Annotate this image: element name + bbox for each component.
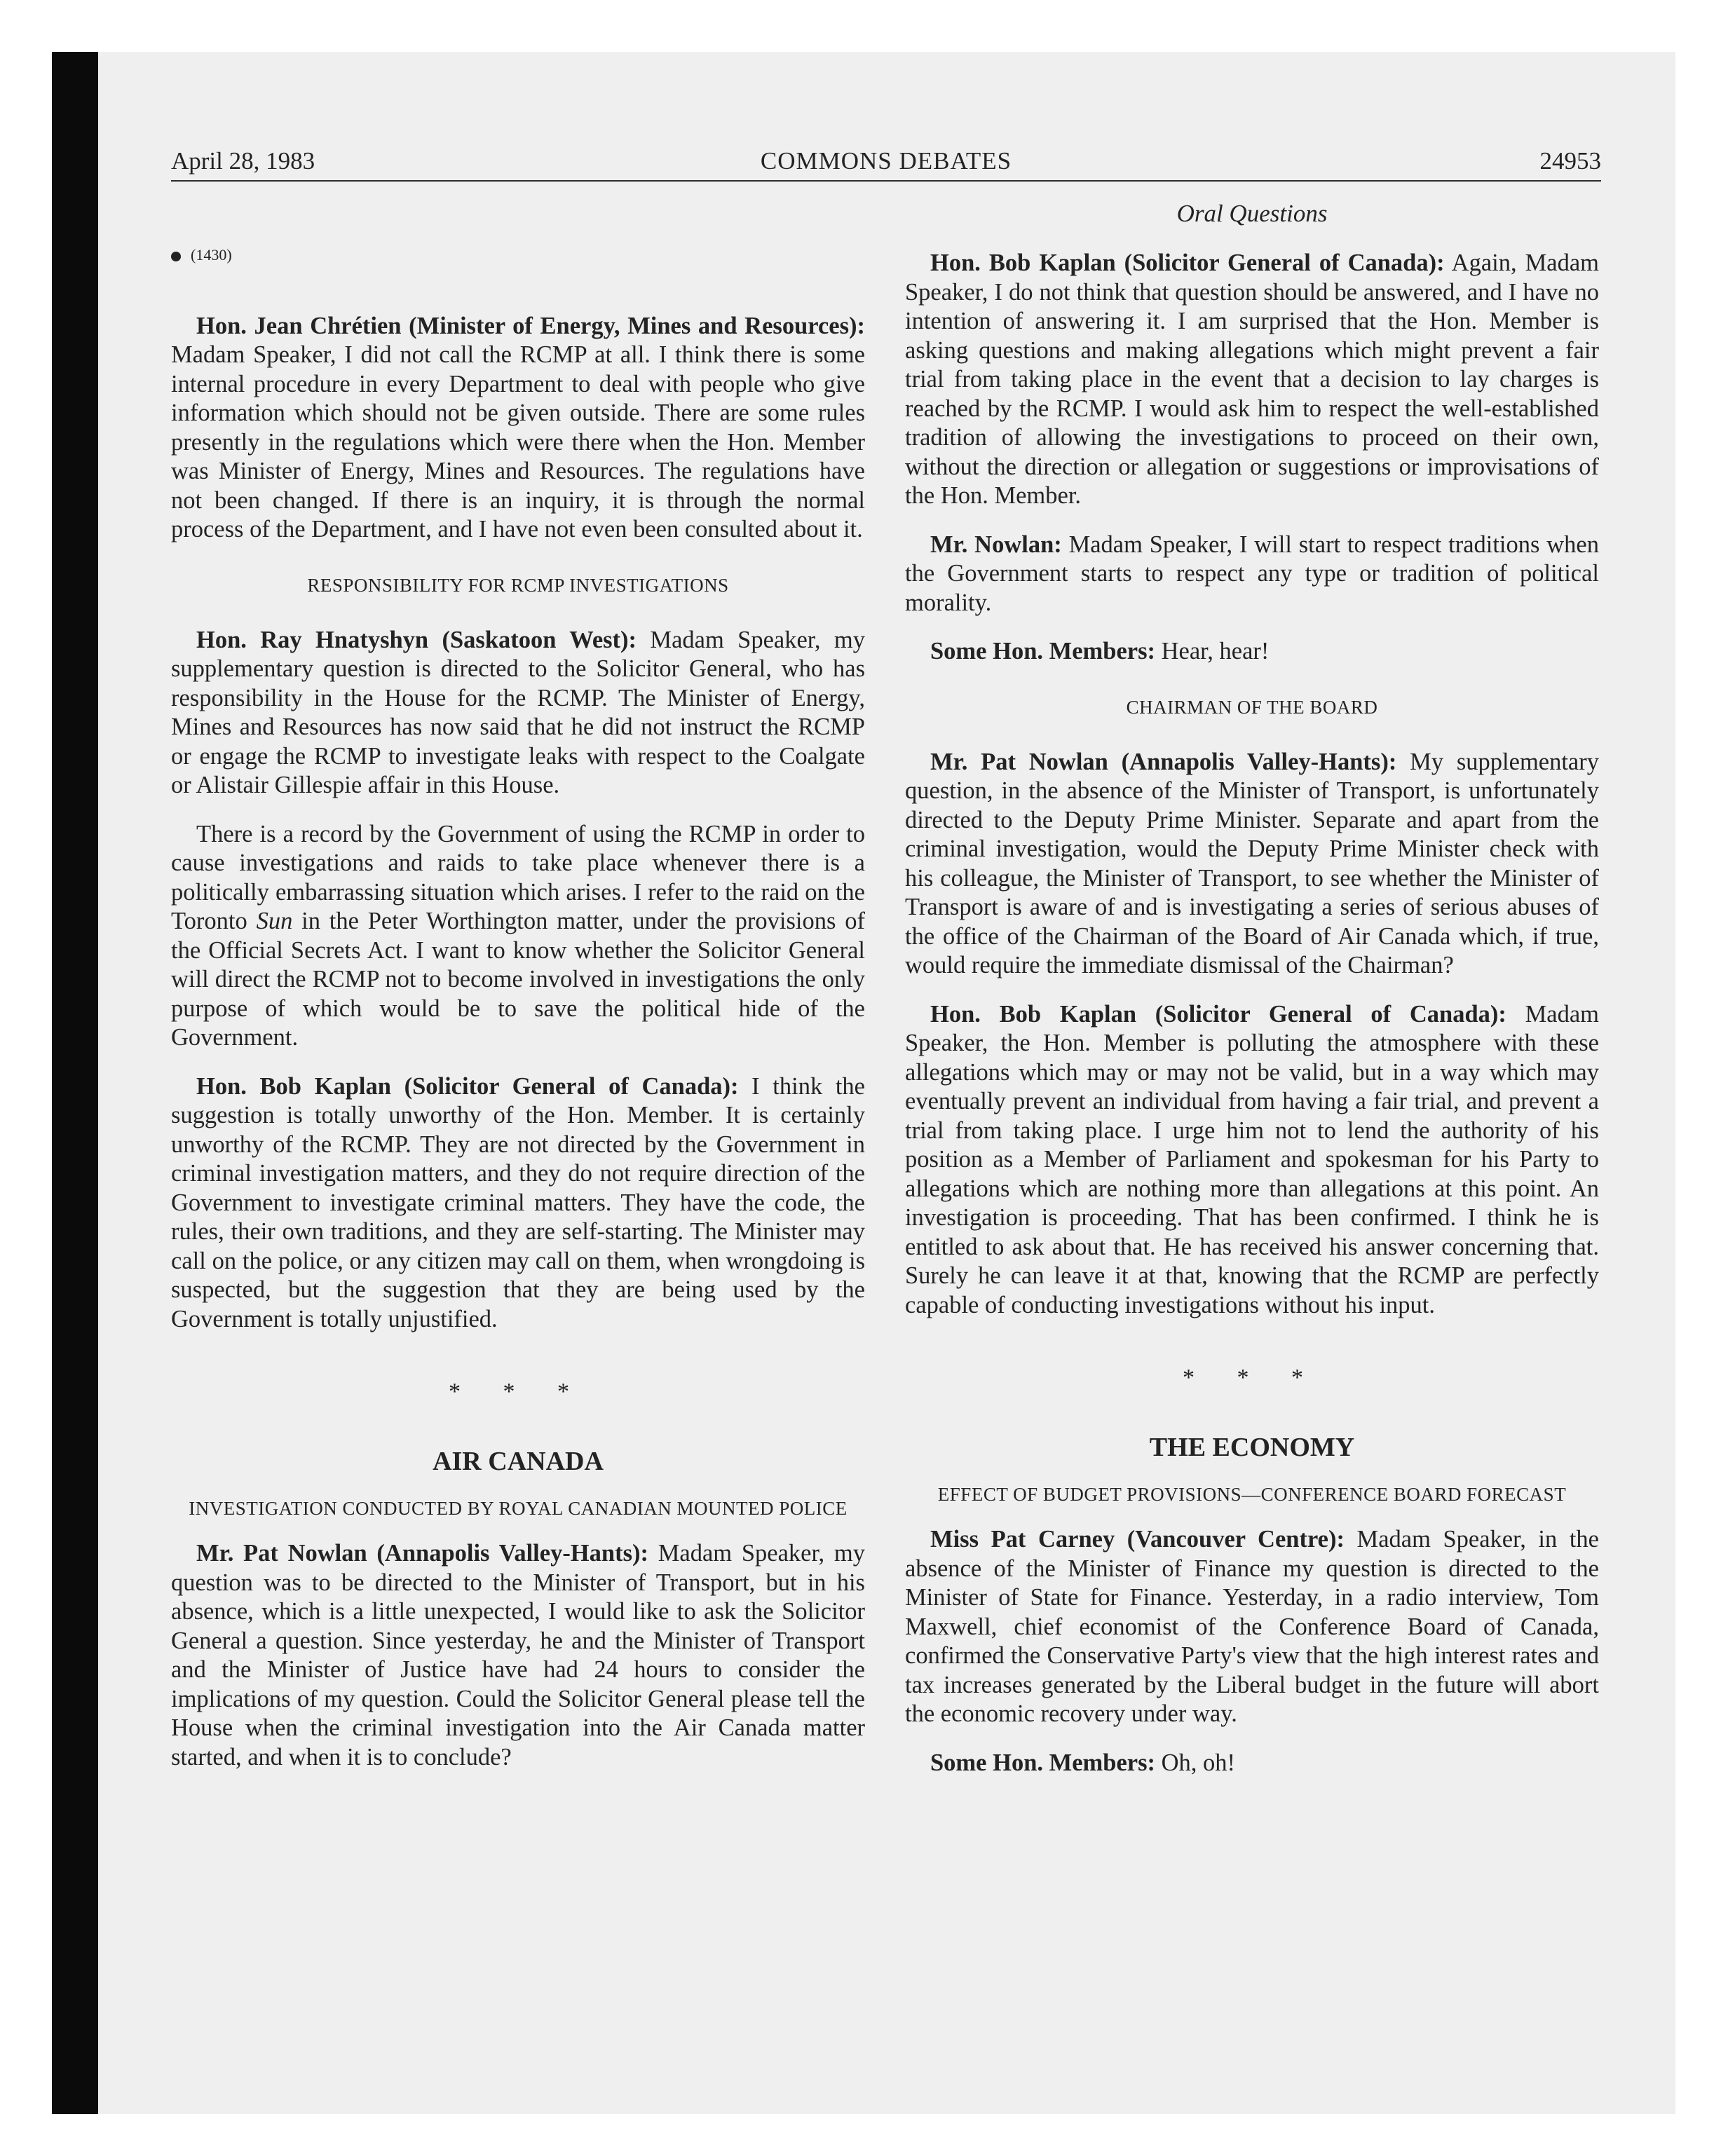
time-marker-text: (1430) [191,246,232,264]
section-subheading: INVESTIGATION CONDUCTED BY ROYAL CANADIAN MOUNTED POLICE [189,1498,848,1519]
section-subheading: RESPONSIBILITY FOR RCMP INVESTIGATIONS [307,574,729,596]
paragraph [905,249,1599,511]
speaker-name: Mr. Pat Nowlan (Annapolis Valley-Hants): [196,1540,648,1567]
paragraph [905,748,1599,981]
paragraph [171,820,865,1053]
header-journal-title: COMMONS DEBATES [760,147,1012,175]
section-separator: * * * [449,1379,587,1405]
paragraph [171,312,865,545]
paragraph-text: in the Peter Worthington matter, under the provisions of the Official Secrets Act. I want to know whether the Solicitor General will direct the RCMP not to become involved in investigations the only purpose of which would be to save the political hide of the Government. [171,908,865,1051]
speaker-name: Some Hon. Members: [930,1749,1155,1776]
newspaper-title: Sun [256,908,293,934]
time-marker [171,240,865,270]
paragraph [171,626,865,800]
paragraph [905,531,1599,618]
header-date: April 28, 1983 [171,147,315,175]
paragraph [905,1000,1599,1321]
paragraph-text: My supplementary question, in the absence of the Minister of Transport, is unfortunately directed to the Deputy Prime Minister. Separate and apart from the criminal investigation, would the Deputy Prime Minister check with his colleague, the Minister of Transport, to see whether the Minister of Transport is aware of and is investigating a series of serious abuses of the office of the Chairman of the Board of Air Canada which, if true, would require the immediate dismissal of the Chairman? [905,748,1599,978]
section-subheading: CHAIRMAN OF THE BOARD [1126,696,1378,718]
scan-edge-bar [52,52,98,2114]
paragraph [905,1749,1599,1778]
page-header [171,142,1601,182]
paragraph [171,1072,865,1335]
paragraph-text: Hear, hear! [1155,638,1270,664]
paragraph [905,637,1599,667]
section-heading: THE ECONOMY [1149,1432,1355,1462]
speaker-name: Mr. Nowlan: [930,531,1062,558]
paragraph-text: Madam Speaker, my supplementary question is directed to the Solicitor General, who has responsibility in the House for the RCMP. The Minister of Energy, Mines and Resources has now said that he did not instruct the RCMP or engage the RCMP to investigate leaks with respect to the Coalgate or Alistair Gillespie affair in this House. [171,626,865,798]
running-head: Oral Questions [1176,200,1328,227]
bullet-icon [171,252,181,261]
paragraph-text: Madam Speaker, my question was to be directed to the Minister of Transport, but in his absence, which is a little unexpected, I would like to ask the Solicitor General a question. Since yesterday, he and the Minister of Transport and the Minister of Justice have had 24 hours to consider the implications of my question. Could the Solicitor General please tell the House when the criminal investigation into the Air Canada matter started, and when it is to conclude? [171,1540,865,1770]
paragraph-text: Madam Speaker, the Hon. Member is polluting the atmosphere with these allegations which may or may not be valid, but in a way which may eventually prevent an individual from having a fair trial, and prevent a trial from taking place. I urge him not to lend the authority of his position as a Member of Parliament and spokesman for his Party to allegations which are nothing more than allegations at this point. An investigation is proceeding. That has been confirmed. I think he is entitled to ask about that. He has received his answer concerning that. Surely he can leave it at that, knowing that the RCMP are perfectly capable of conducting investigations without his input. [905,1000,1599,1318]
speaker-name: Hon. Ray Hnatyshyn (Saskatoon West): [196,626,637,653]
section-separator: * * * [1183,1365,1321,1391]
speaker-name: Hon. Bob Kaplan (Solicitor General of Canada): [930,1000,1506,1028]
speaker-name: Miss Pat Carney (Vancouver Centre): [930,1526,1345,1553]
paragraph-text: Madam Speaker, I did not call the RCMP at all. I think there is some internal procedure in every Department to deal with people who give information which should not be given outside. There are some rules presently in the regulations which were there when the Hon. Member was Minister of Energy, Mines and Resources. The regulations have not been changed. If there is an inquiry, it is through the normal process of the Department, and I have not even been consulted about it. [171,341,865,543]
paragraph-text: Again, Madam Speaker, I do not think that question should be answered, and I have no intention of answering it. I am surprised that the Hon. Member is asking questions and making allegations which might prevent a fair trial from taking place in the event that a decision to lay charges is reached by the RCMP. I would ask him to respect the well-established tradition of allowing the investigations to proceed on their own, without the direction or allegation or suggestions or improvisations of the Hon. Member. [905,250,1600,509]
section-heading: AIR CANADA [433,1446,604,1476]
paragraph-text: I think the suggestion is totally unworthy of the Hon. Member. It is certainly unworthy of the RCMP. They are not directed by the Government in criminal investigation matters, and they do not require direction of the Government to investigate criminal matters. They have the code, the rules, their own traditions, and they are self-starting. The Minister may call on the police, or any citizen may call on them, when wrongdoing is suspected, but the suggestion that they are being used by the Government is totally unjustified. [171,1072,865,1332]
speaker-name: Hon. Bob Kaplan (Solicitor General of Canada): [196,1072,739,1100]
section-subheading: EFFECT OF BUDGET PROVISIONS—CONFERENCE BOARD FORECAST [937,1484,1567,1505]
paragraph-text: Oh, oh! [1155,1749,1236,1776]
speaker-name: Hon. Bob Kaplan (Solicitor General of Canada): [930,250,1445,276]
paragraph-text: Madam Speaker, I will start to respect traditions when the Government starts to respect any type or tradition of political morality. [905,531,1599,616]
speaker-name: Mr. Pat Nowlan (Annapolis Valley-Hants): [930,748,1397,775]
paragraph [171,1539,865,1772]
header-page-number: 24953 [1539,147,1601,175]
paragraph [905,1525,1599,1729]
speaker-name: Some Hon. Members: [930,638,1155,664]
left-column [171,200,865,1792]
right-column [905,200,1599,1797]
speaker-name: Hon. Jean Chrétien (Minister of Energy, Mines and Resources): [196,312,865,339]
paragraph-text: There is a record by the Government of using the RCMP in order to cause investigations and raids to take place whenever there is a politically embarrassing situation which arises. I refer to the raid on the Toronto [171,820,865,934]
paragraph-text: Madam Speaker, in the absence of the Minister of Finance my question is directed to the Minister of State for Finance. Yesterday, in a radio interview, Tom Maxwell, chief economist of the Conference Board of Canada, confirmed the Conservative Party's view that the high interest rates and tax increases generated by the Liberal budget in the future will abort the economic recovery under way. [905,1526,1599,1727]
